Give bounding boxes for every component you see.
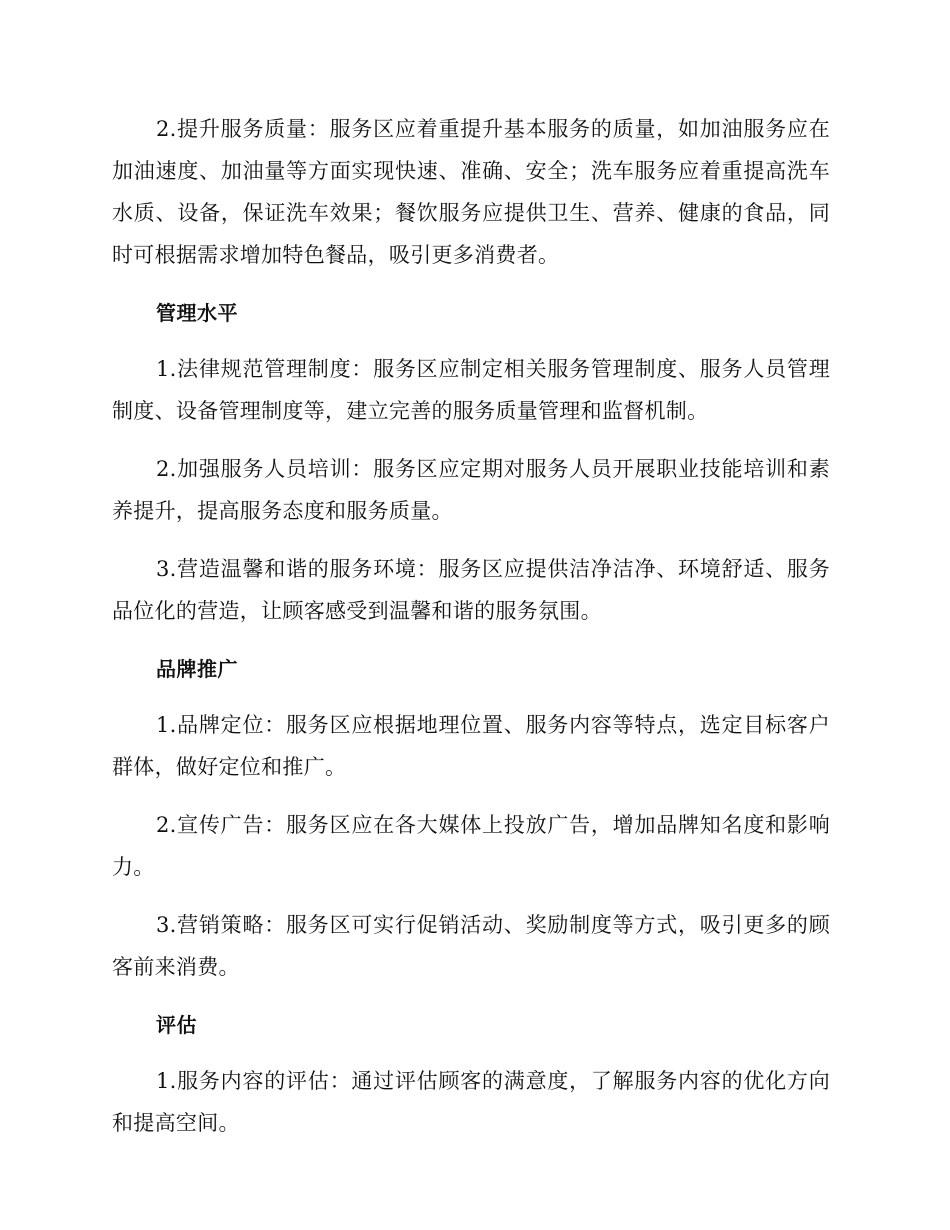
heading-management: 管理水平 xyxy=(156,301,238,325)
paragraph-service-quality: 2.提升服务质量：服务区应着重提升基本服务的质量，如加油服务应在加油速度、加油量等方面实现快速、准确、安全；洗车服务应着重提高洗车水质、设备，保证洗车效果；餐饮服务应提供卫生、营养、健康的食品，同时可根据需求增加特色餐品，吸引更多消费者。 xyxy=(112,117,830,267)
paragraph-management-1: 1.法律规范管理制度：服务区应制定相关服务管理制度、服务人员管理制度、设备管理制度等，建立完善的服务质量管理和监督机制。 xyxy=(112,357,830,423)
paragraph-evaluation-1: 1.服务内容的评估：通过评估顾客的满意度，了解服务内容的优化方向和提高空间。 xyxy=(112,1069,830,1135)
paragraph-management-3: 3.营造温馨和谐的服务环境：服务区应提供洁净洁净、环境舒适、服务品位化的营造，让顾客感受到温馨和谐的服务氛围。 xyxy=(112,557,830,623)
heading-brand: 品牌推广 xyxy=(156,657,238,681)
heading-evaluation: 评估 xyxy=(156,1013,197,1037)
paragraph-management-2: 2.加强服务人员培训：服务区应定期对服务人员开展职业技能培训和素养提升，提高服务态度和服务质量。 xyxy=(112,457,830,523)
paragraph-brand-3: 3.营销策略：服务区可实行促销活动、奖励制度等方式，吸引更多的顾客前来消费。 xyxy=(112,913,830,979)
paragraph-brand-2: 2.宣传广告：服务区应在各大媒体上投放广告，增加品牌知名度和影响力。 xyxy=(112,813,830,879)
paragraph-brand-1: 1.品牌定位：服务区应根据地理位置、服务内容等特点，选定目标客户群体，做好定位和推广。 xyxy=(112,713,830,779)
document-body xyxy=(112,108,830,1160)
